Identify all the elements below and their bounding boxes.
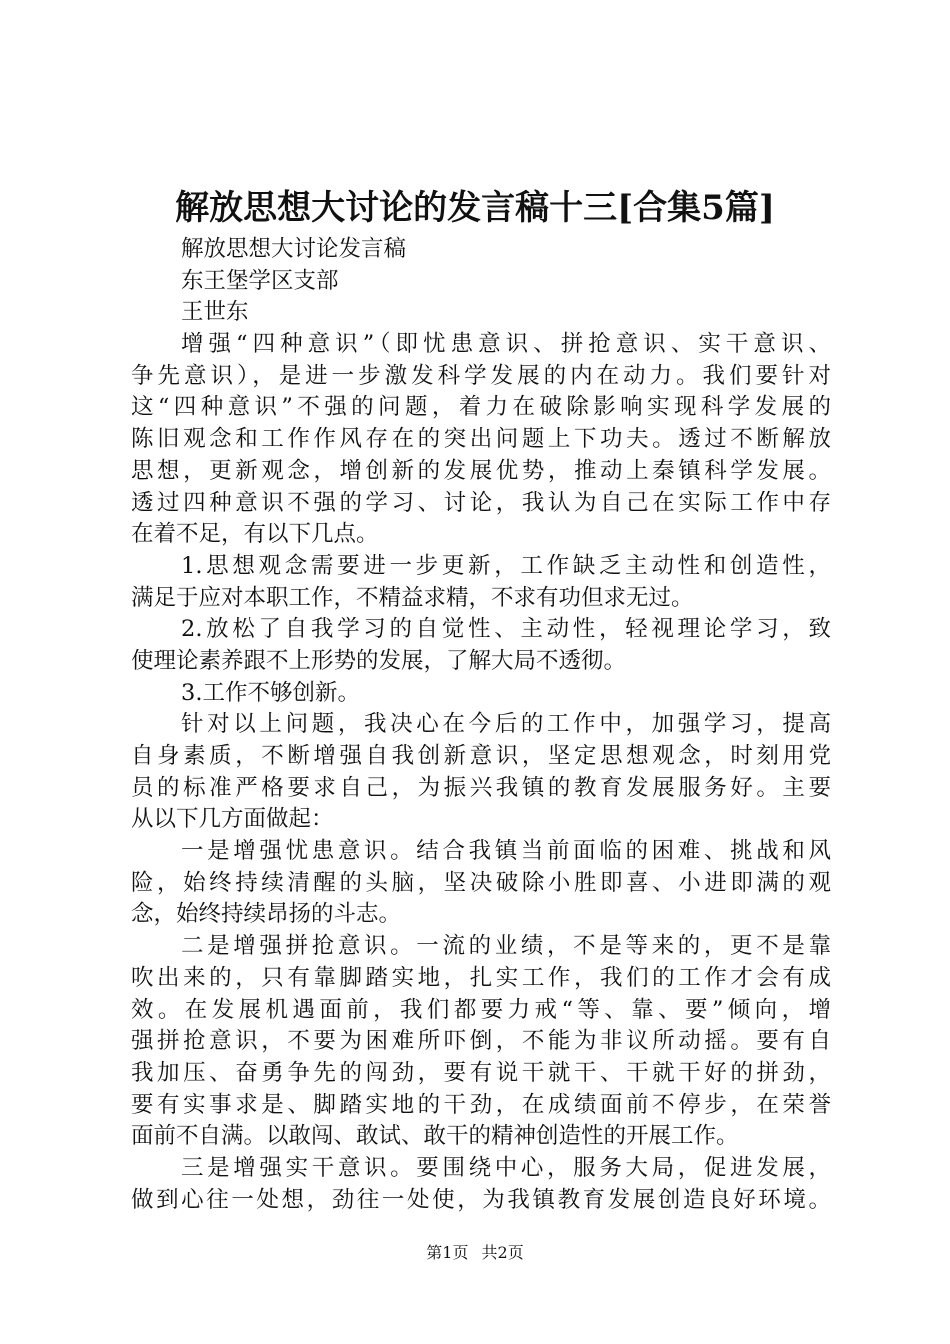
document-line: 这“四种意识”不强的问题，着力在破除影响实现科学发展的 — [131, 394, 831, 421]
document-line: 解放思想大讨论发言稿 — [181, 236, 407, 262]
document-line: 2.放松了自我学习的自觉性、主动性，轻视理论学习，致 — [181, 616, 831, 643]
document-line: 要有实事求是、脚踏实地的干劲，在成绩面前不停步，在荣誉 — [131, 1091, 831, 1118]
document-title: 解放思想大讨论的发言稿十三[合集5篇] — [175, 188, 775, 228]
document-line: 从以下几方面做起： — [131, 806, 334, 833]
document-line: 思想，更新观念，增创新的发展优势，推动上秦镇科学发展。 — [131, 457, 831, 484]
document-line: 做到心往一处想，劲往一处使，为我镇教育发展创造良好环境。 — [131, 1186, 831, 1213]
document-line: 王世东 — [181, 299, 249, 326]
document-line: 二是增强拼抢意识。一流的业绩，不是等来的，更不是靠 — [181, 933, 831, 960]
document-line: 自身素质，不断增强自我创新意识，坚定思想观念，时刻用党 — [131, 743, 831, 769]
document-line: 增强“四种意识”（即忧患意识、拼抢意识、实干意识、 — [181, 331, 831, 358]
document-line: 我加压、奋勇争先的闯劲，要有说干就干、干就干好的拼劲， — [131, 1059, 831, 1086]
document-line: 念，始终持续昂扬的斗志。 — [131, 901, 402, 928]
document-line: 效。在发展机遇面前，我们都要力戒“等、靠、要”倾向，增 — [131, 996, 831, 1023]
document-line: 吹出来的，只有靠脚踏实地，扎实工作，我们的工作才会有成 — [131, 964, 831, 991]
document-line: 使理论素养跟不上形势的发展，了解大局不透彻。 — [131, 647, 627, 674]
document-line: 面前不自满。以敢闯、敢试、敢干的精神创造性的开展工作。 — [131, 1123, 739, 1150]
document-line: 一是增强忧患意识。结合我镇当前面临的困难、挑战和风 — [181, 838, 831, 865]
document-line: 陈旧观念和工作作风存在的突出问题上下功夫。透过不断解放 — [131, 426, 831, 453]
document-line: 争先意识），是进一步激发科学发展的内在动力。我们要针对 — [131, 362, 831, 389]
document-line: 东王堡学区支部 — [181, 267, 339, 294]
document-line: 针对以上问题，我决心在今后的工作中，加强学习，提高 — [181, 711, 831, 738]
document-line: 3.工作不够创新。 — [181, 679, 360, 706]
document-body — [131, 234, 831, 1216]
page-footer — [0, 1242, 950, 1264]
document-line: 强拼抢意识，不要为困难所吓倒，不能为非议所动摇。要有自 — [131, 1028, 831, 1055]
document-line: 透过四种意识不强的学习、讨论，我认为自己在实际工作中存 — [131, 489, 831, 516]
document-line: 员的标准严格要求自己，为振兴我镇的教育发展服务好。主要 — [131, 774, 831, 801]
document-line: 三是增强实干意识。要围绕中心，服务大局，促进发展， — [181, 1154, 831, 1181]
document-line: 在着不足，有以下几点。 — [131, 521, 379, 548]
page-number-current: 第1页 — [426, 1243, 469, 1262]
document-line: 满足于应对本职工作，不精益求精，不求有功但求无过。 — [131, 584, 694, 611]
document-line: 险，始终持续清醒的头脑，坚决破除小胜即喜、小进即满的观 — [131, 869, 831, 896]
document-line: 1.思想观念需要进一步更新，工作缺乏主动性和创造性， — [181, 552, 831, 579]
page-number-total: 共2页 — [481, 1243, 524, 1262]
